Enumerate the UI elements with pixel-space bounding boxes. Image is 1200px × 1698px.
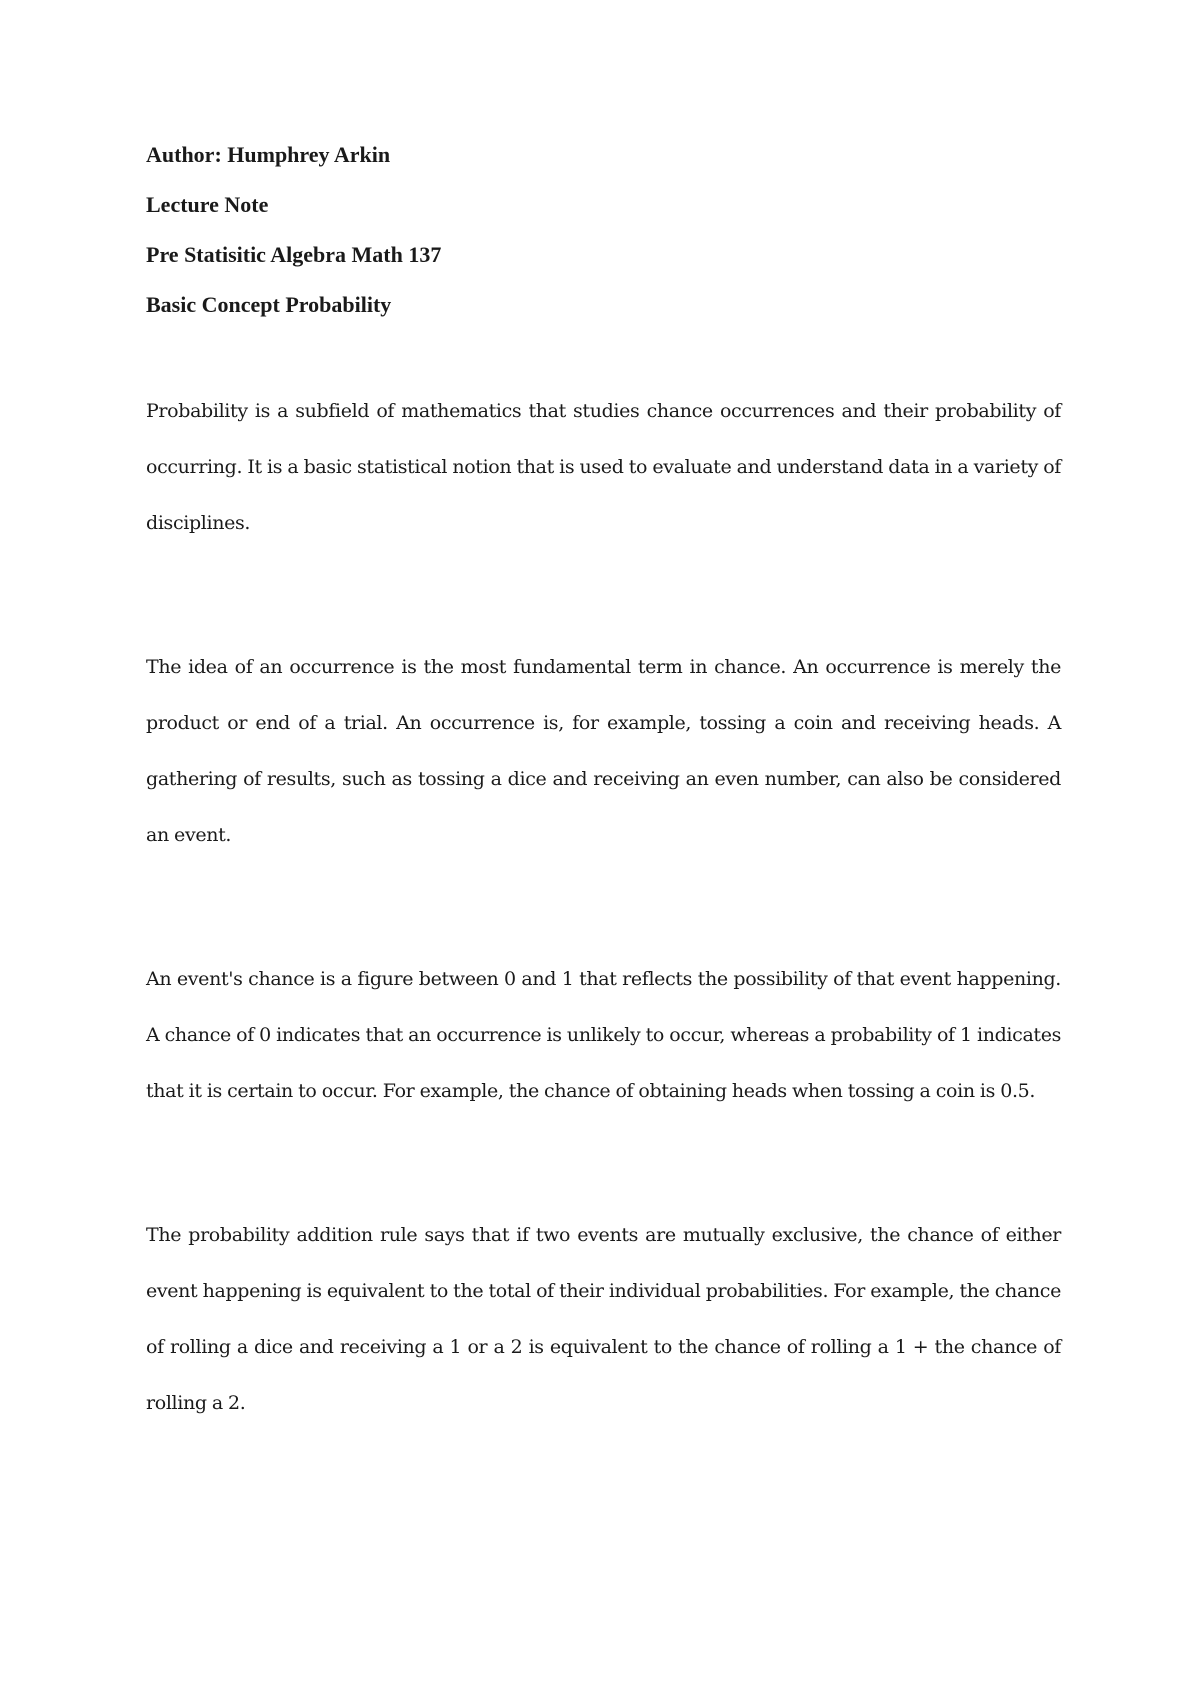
author-line: Author: Humphrey Arkin — [146, 142, 391, 167]
paragraph-addition-rule: The probability addition rule says that if two events are mutually exclusive, the chance of either event happening is equivalent to the total of their individual probabilities. For example, the chance of rolling a dice and receiving a 1 or a 2 is equivalent to the chance of rolling a 1 + the chance of rolling a 2. — [146, 1224, 1061, 1414]
note-type-line: Lecture Note — [146, 192, 269, 217]
course-line: Pre Statisitic Algebra Math 137 — [146, 242, 442, 267]
document-body — [146, 142, 1061, 1431]
paragraph-occurrence: The idea of an occurrence is the most fundamental term in chance. An occurrence is merely the product or end of a trial. An occurrence is, for example, tossing a coin and receiving heads. A gathering of results, such as tossing a dice and receiving an even number, can also be considered an event. — [146, 656, 1061, 846]
paragraph-chance: An event's chance is a figure between 0 and 1 that reflects the possibility of that event happening. A chance of 0 indicates that an occurrence is unlikely to occur, whereas a probability of 1 indicates that it is certain to occur. For example, the chance of obtaining heads when tossing a coin is 0.5. — [146, 968, 1061, 1102]
paragraph-intro: Probability is a subfield of mathematics that studies chance occurrences and their probability of occurring. It is a basic statistical notion that is used to evaluate and understand data in a variety of disciplines. — [146, 400, 1061, 534]
topic-line: Basic Concept Probability — [146, 292, 392, 317]
